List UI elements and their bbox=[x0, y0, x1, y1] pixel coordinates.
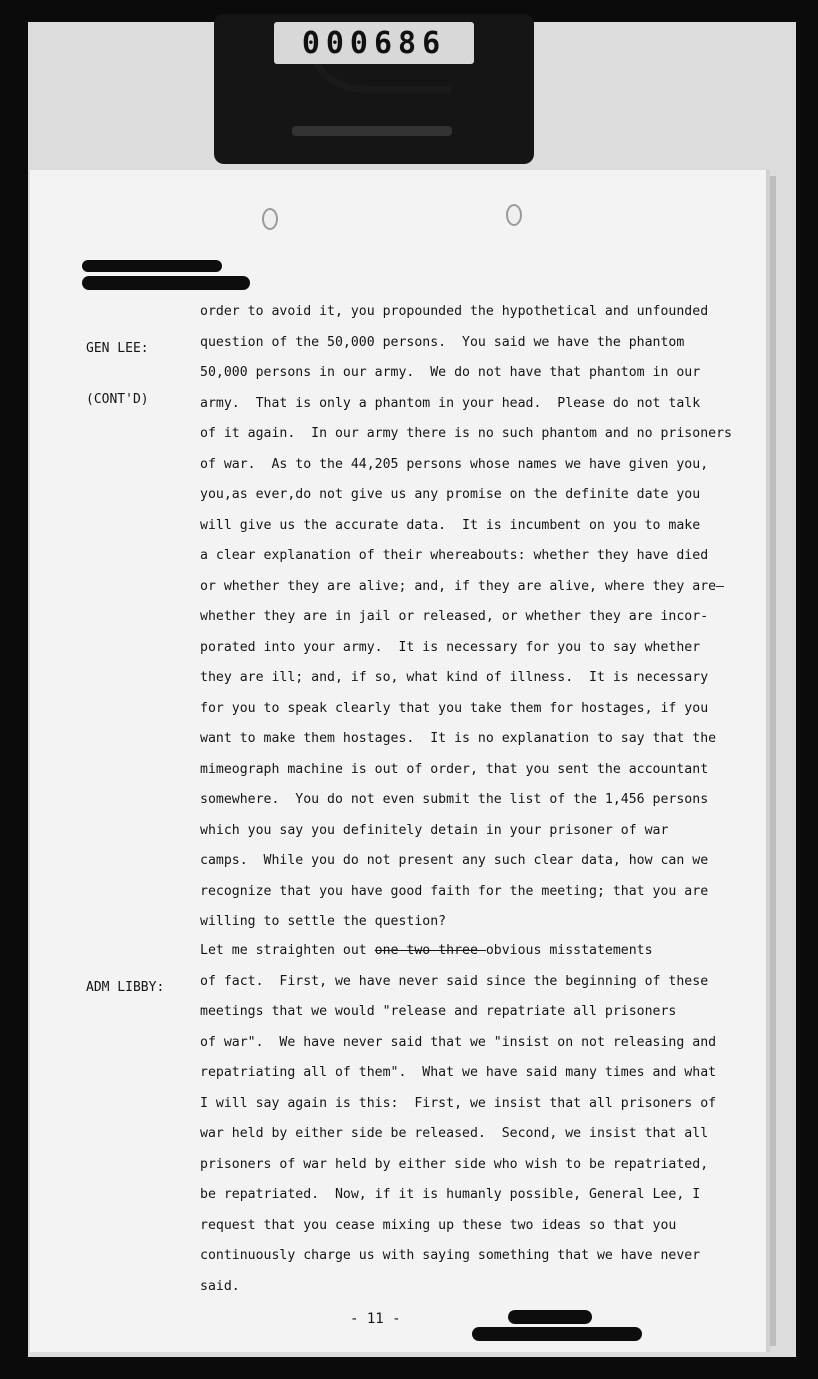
redaction-bottom-1 bbox=[508, 1310, 592, 1324]
text-line: mimeograph machine is out of order, that you sent the accountant bbox=[200, 761, 709, 777]
text-fragment: Let me straighten out bbox=[200, 943, 375, 958]
gen-lee-statement bbox=[200, 304, 732, 945]
speaker-gen-lee-label: GEN LEE: bbox=[86, 341, 149, 356]
counter-window bbox=[274, 22, 474, 64]
speaker-gen-lee bbox=[86, 306, 149, 425]
text-line: somewhere. You do not even submit the list of the 1,456 persons bbox=[200, 792, 709, 807]
text-line: be repatriated. Now, if it is humanly possible, General Lee, I bbox=[200, 1187, 701, 1202]
speaker-gen-lee-continued: (CONT'D) bbox=[86, 392, 149, 407]
text-fragment: obvious misstatements bbox=[485, 943, 653, 958]
text-line: of it again. In our army there is no such phantom and no prisoners bbox=[200, 426, 732, 441]
struck-text: one—two—three— bbox=[374, 943, 486, 958]
text-line: whether they are in jail or released, or whether they are incor- bbox=[200, 609, 709, 624]
text-line: of war". We have never said that we "insist on not releasing and bbox=[200, 1034, 717, 1050]
text-line: which you say you definitely detain in your prisoner of war bbox=[200, 822, 669, 838]
text-line: repatriating all of them". What we have said many times and what bbox=[200, 1065, 717, 1080]
page-counter-device bbox=[214, 14, 534, 164]
speaker-adm-libby-label: ADM LIBBY: bbox=[86, 980, 165, 995]
text-line: said. bbox=[200, 1278, 240, 1294]
text-line: meetings that we would "release and repatriate all prisoners bbox=[200, 1004, 677, 1019]
redaction-bottom-2 bbox=[472, 1327, 642, 1341]
text-line: will give us the accurate data. It is incumbent on you to make bbox=[200, 517, 701, 533]
text-line: 50,000 persons in our army. We do not have that phantom in our bbox=[200, 365, 701, 380]
text-line: war held by either side be released. Second, we insist that all bbox=[200, 1126, 709, 1141]
text-line: willing to settle the question? bbox=[200, 914, 447, 929]
text-line: you,as ever,do not give us any promise on the definite date you bbox=[200, 487, 701, 502]
text-line: or whether they are alive; and, if they are alive, where they are— bbox=[200, 578, 725, 594]
text-line: request that you cease mixing up these two ideas so that you bbox=[200, 1217, 677, 1233]
speaker-adm-libby bbox=[86, 945, 164, 1013]
text-line: I will say again is this: First, we insist that all prisoners of bbox=[200, 1095, 717, 1111]
text-line: of fact. First, we have never said since the beginning of these bbox=[200, 973, 709, 989]
text-line: prisoners of war held by either side who wish to be repatriated, bbox=[200, 1156, 709, 1172]
text-line: camps. While you do not present any such clear data, how can we bbox=[200, 853, 709, 868]
text-line: a clear explanation of their whereabouts: whether they have died bbox=[200, 548, 709, 563]
punch-hole-left bbox=[262, 208, 278, 230]
punch-hole-right bbox=[506, 204, 522, 226]
text-line: of war. As to the 44,205 persons whose names we have given you, bbox=[200, 456, 709, 472]
redaction-top-2 bbox=[82, 276, 250, 290]
counter-slot bbox=[292, 126, 452, 136]
text-line: porated into your army. It is necessary for you to say whether bbox=[200, 639, 701, 655]
text-line-with-strikeout bbox=[200, 943, 716, 974]
redaction-top-1 bbox=[82, 260, 222, 272]
text-line: order to avoid it, you propounded the hypothetical and unfounded bbox=[200, 304, 709, 319]
text-line: question of the 50,000 persons. You said we have the phantom bbox=[200, 334, 685, 350]
text-line: continuously charge us with saying something that we have never bbox=[200, 1248, 701, 1263]
adm-libby-statement bbox=[200, 943, 716, 1309]
paper-edge bbox=[766, 176, 776, 1346]
text-line: for you to speak clearly that you take them for hostages, if you bbox=[200, 700, 709, 716]
text-line: want to make them hostages. It is no explanation to say that the bbox=[200, 731, 717, 746]
text-line: they are ill; and, if so, what kind of illness. It is necessary bbox=[200, 670, 709, 685]
page-number: - 11 - bbox=[350, 1311, 401, 1327]
text-line: army. That is only a phantom in your head. Please do not talk bbox=[200, 395, 701, 411]
counter-digits: 000686 bbox=[301, 25, 447, 61]
text-line: recognize that you have good faith for the meeting; that you are bbox=[200, 883, 709, 899]
